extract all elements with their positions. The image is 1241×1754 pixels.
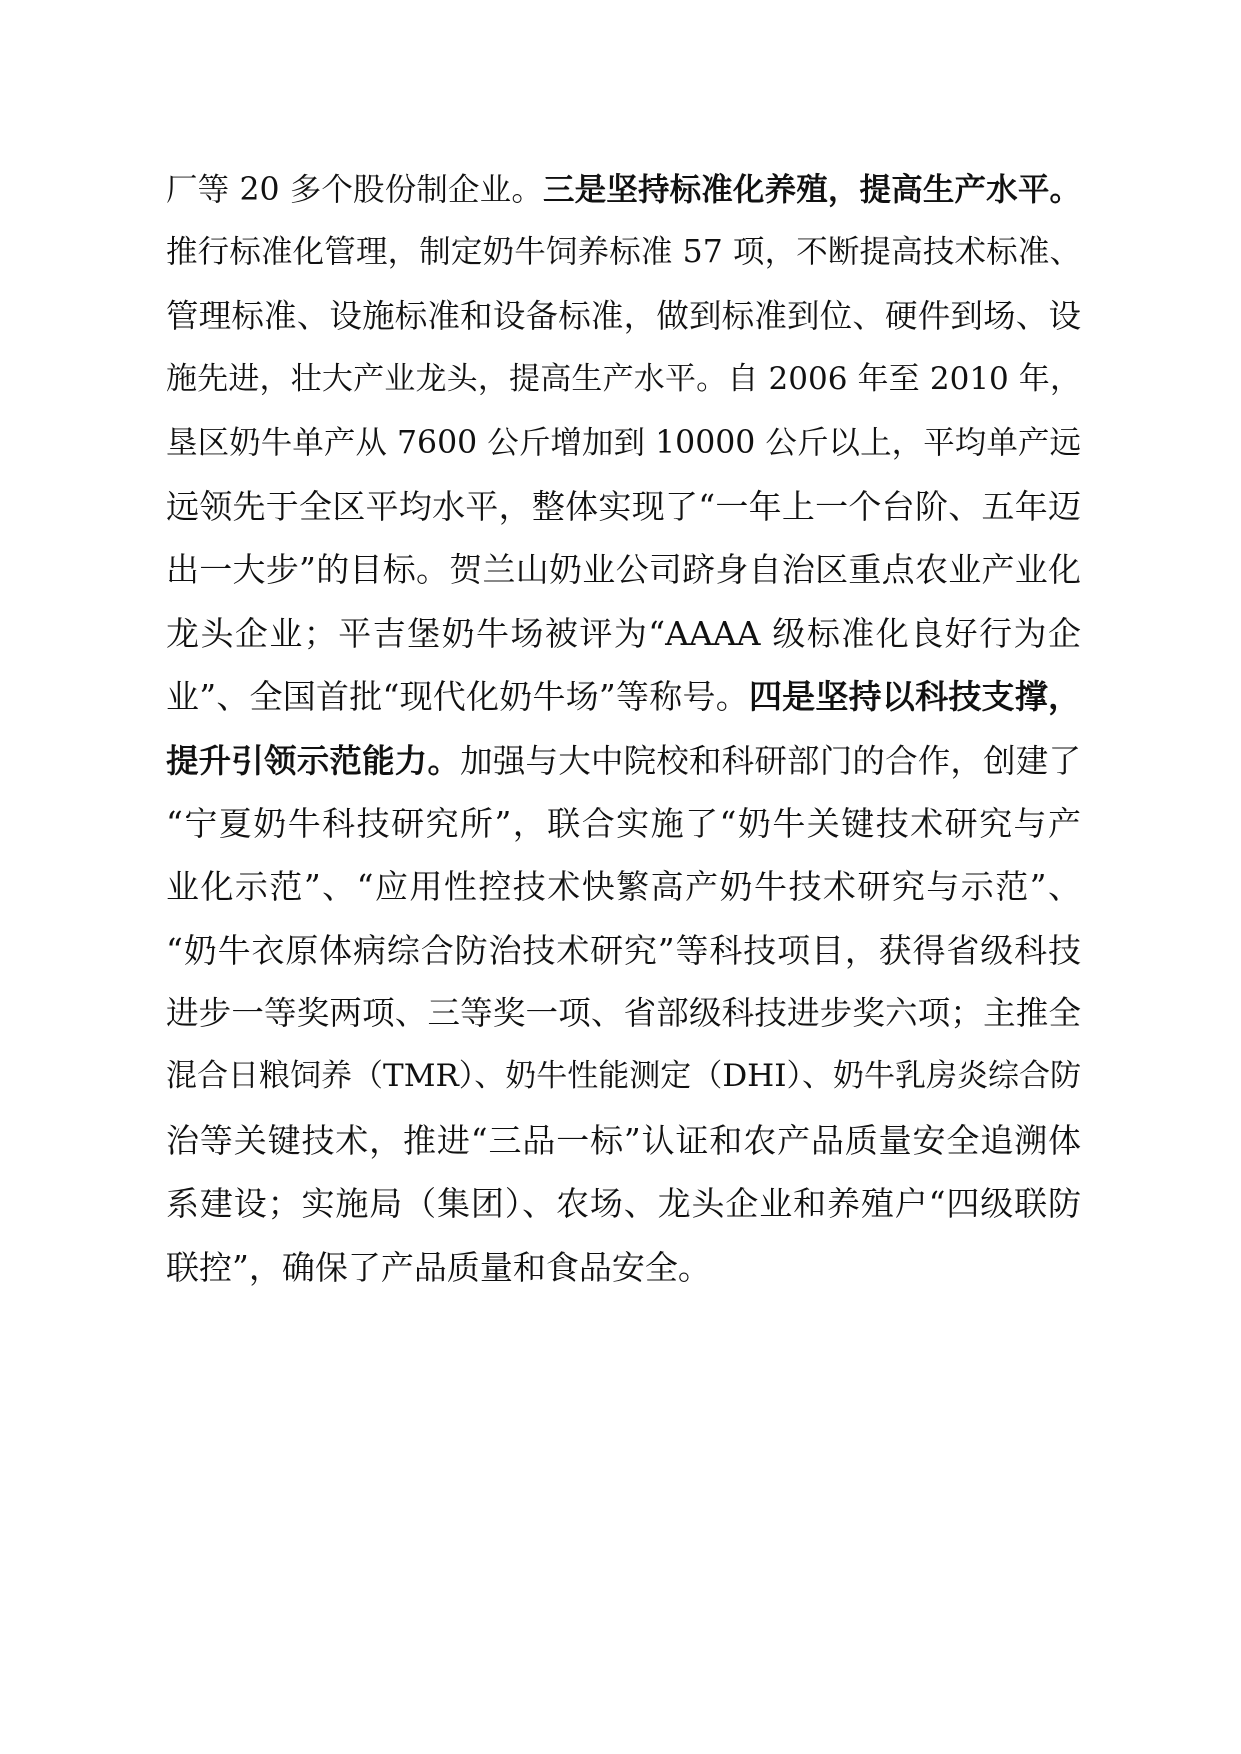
body-text: 厂等 20 多个股份制企业。 bbox=[166, 172, 543, 208]
text-line bbox=[166, 285, 1081, 348]
text-line bbox=[166, 729, 1081, 792]
text-line bbox=[166, 982, 1081, 1045]
text-line bbox=[166, 1109, 1081, 1172]
body-text: 出一大步”的目标。贺兰山奶业公司跻身自治区重点农业产业化 bbox=[166, 550, 1081, 590]
body-text: 系建设；实施局（集团）、农场、龙头企业和养殖户“四级联防 bbox=[166, 1184, 1081, 1224]
body-text: 混合日粮饲养（TMR）、奶牛性能测定（DHI）、奶牛乳房炎综合防 bbox=[166, 1058, 1081, 1095]
bold-heading-text: 四是坚持以科技支撑， bbox=[748, 677, 1082, 717]
text-line bbox=[166, 1172, 1081, 1235]
body-text: 龙头企业；平吉堡奶牛场被评为“AAAA 级标准化良好行为企 bbox=[166, 613, 1081, 653]
bold-heading-text: 三是坚持标准化养殖，提高生产水平。 bbox=[542, 171, 1081, 208]
body-text: 联控”，确保了产品质量和食品安全。 bbox=[166, 1247, 711, 1287]
body-text: 垦区奶牛单产从 7600 公斤增加到 10000 公斤以上，平均单产远 bbox=[166, 424, 1081, 461]
body-text: 治等关键技术，推进“三品一标”认证和农产品质量安全追溯体 bbox=[166, 1120, 1081, 1160]
text-line bbox=[166, 602, 1081, 665]
body-text: 业”、全国首批“现代化奶牛场”等称号。 bbox=[166, 677, 749, 717]
bold-heading-text: 提升引领示范能力。 bbox=[166, 740, 461, 780]
text-line bbox=[166, 538, 1081, 601]
body-text: 业化示范”、“应用性控技术快繁高产奶牛技术研究与示范”、 bbox=[166, 867, 1081, 907]
text-line bbox=[166, 158, 1081, 221]
text-line bbox=[166, 665, 1081, 728]
body-text: “宁夏奶牛科技研究所”，联合实施了“奶牛关键技术研究与产 bbox=[166, 803, 1081, 843]
text-line bbox=[166, 221, 1081, 284]
body-text: 进步一等奖两项、三等奖一项、省部级科技进步奖六项；主推全 bbox=[166, 994, 1081, 1033]
body-text: 管理标准、设施标准和设备标准，做到标准到位、硬件到场、设 bbox=[166, 296, 1081, 335]
body-text: “奶牛衣原体病综合防治技术研究”等科技项目，获得省级科技 bbox=[166, 930, 1081, 970]
text-line bbox=[166, 1236, 1081, 1299]
body-paragraph bbox=[166, 158, 1081, 1299]
text-line bbox=[166, 412, 1081, 475]
text-line bbox=[166, 475, 1081, 538]
body-text: 推行标准化管理，制定奶牛饲养标准 57 项，不断提高技术标准、 bbox=[166, 234, 1081, 271]
text-line bbox=[166, 792, 1081, 855]
text-line bbox=[166, 1045, 1081, 1108]
text-line bbox=[166, 855, 1081, 918]
body-text: 施先进，壮大产业龙头，提高生产水平。自 2006 年至 2010 年， bbox=[166, 361, 1081, 398]
text-line bbox=[166, 919, 1081, 982]
body-text: 远领先于全区平均水平，整体实现了“一年上一个台阶、五年迈 bbox=[166, 486, 1081, 526]
text-line bbox=[166, 348, 1081, 411]
body-text: 加强与大中院校和科研部门的合作，创建了 bbox=[460, 741, 1081, 780]
